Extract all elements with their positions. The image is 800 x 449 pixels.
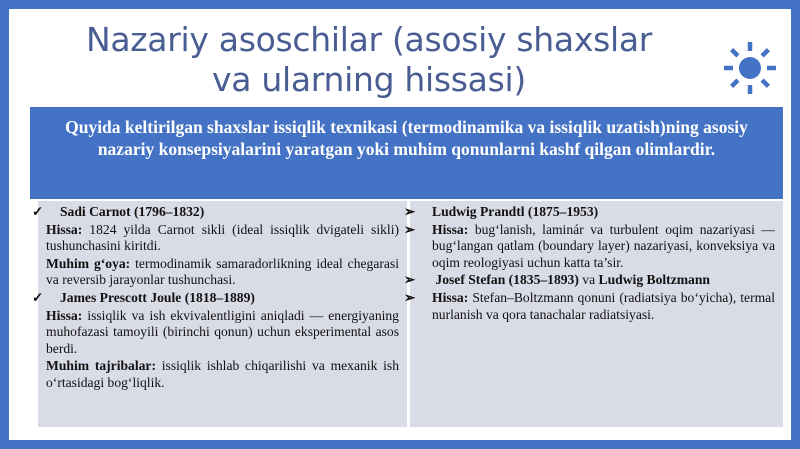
stefan-heading: ➢ Josef Stefan (1835–1893) va Ludwig Boltzmann — [404, 272, 710, 288]
arrow-bullet-icon: ➢ — [404, 272, 416, 288]
arrow-bullet-icon: ➢ — [404, 221, 416, 237]
arrow-bullet-icon: ➢ — [404, 204, 416, 219]
arrow-bullet-icon: ➢ — [404, 289, 416, 305]
sun-icon — [722, 40, 778, 96]
title-line-1: Nazariy asoschilar (asosiy shaxslar — [85, 20, 653, 59]
stefan-hissa: ➢ Hissa: Stefan–Boltzmann qonuni (radiatsiya bo‘yicha), termal nurlanish va qora tanachalar radiatsiyasi. — [404, 289, 775, 322]
carnot-hissa: Hissa: 1824 yilda Carnot sikli (ideal issiqlik dvigateli sikli) tushunchasini kiritdi. — [46, 221, 399, 254]
check-bullet-icon: ✓ — [32, 204, 44, 219]
check-bullet-icon: ✓ — [32, 289, 44, 305]
title-line-2: va ularning hissasi) — [212, 60, 526, 99]
carnot-goya: Muhim g‘oya: termodinamik samaradorlikning ideal chegarasi va reversib jarayonlar tushunchasi. — [46, 255, 400, 288]
joule-hissa: Hissa: issiqlik va ish ekvivalentligini aniqladi — energiyaning muhofazasi tamoyili (birinchi qonun) uchun eksperimental asos berdi. — [46, 307, 399, 356]
prandtl-hissa: ➢ Hissa: bug‘lanish, laminár va turbulent oqim nazariyasi — bug‘langan qatlam (boundary layer) nazariyasi, konveksiya va oqim reologiyasi uchun katta ta’sir. — [404, 221, 775, 270]
right-column — [404, 201, 783, 427]
prandtl-heading: ➢ Ludwig Prandtl (1875–1953) — [404, 204, 599, 219]
left-column — [32, 201, 407, 427]
joule-tajriba: Muhim tajribalar: issiqlik ishlab chiqarilishi va mexanik ish o‘rtasidagi bog‘liqlik. — [46, 358, 400, 390]
intro-header: Quyida keltirilgan shaxslar issiqlik texnikasi (termodinamika va issiqlik uzatish)ning asosiy nazariy konsepsiyalarini yaratgan yoki muhim qonunlarni kashf qilgan olimlardir. — [30, 107, 783, 199]
joule-heading: ✓ James Prescott Joule (1818–1889) — [32, 289, 255, 305]
carnot-heading: ✓ Sadi Carnot (1796–1832) — [32, 204, 205, 219]
slide-title — [69, 20, 669, 100]
